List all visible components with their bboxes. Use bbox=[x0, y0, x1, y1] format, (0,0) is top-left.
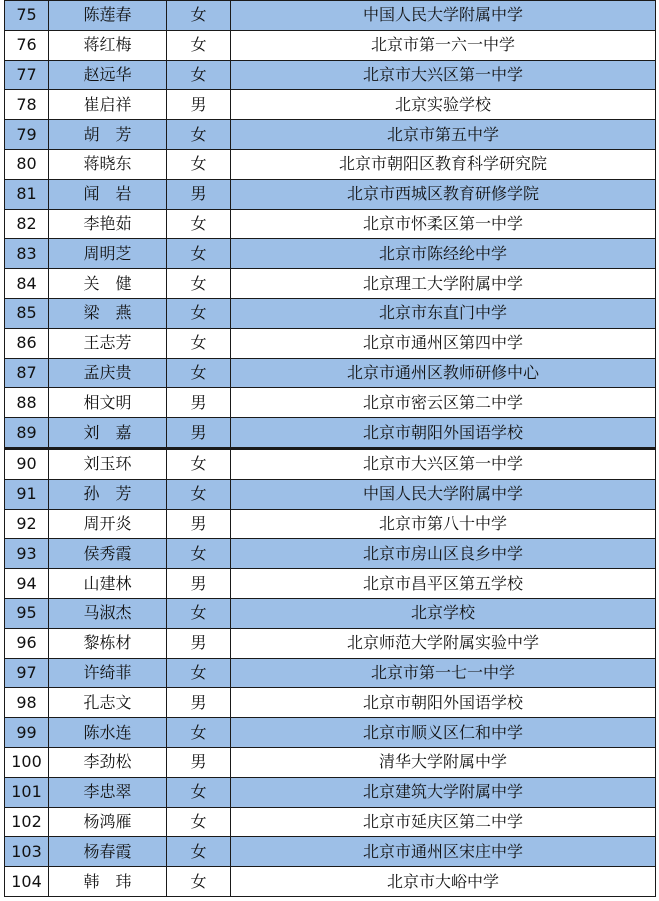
row-number-cell: 75 bbox=[5, 1, 49, 31]
table-row bbox=[5, 479, 656, 509]
gender-cell: 女 bbox=[167, 777, 231, 807]
table-row bbox=[5, 239, 656, 269]
gender-cell: 女 bbox=[167, 479, 231, 509]
school-cell: 北京市怀柔区第一中学 bbox=[231, 209, 656, 239]
name-cell: 陈水连 bbox=[49, 718, 167, 748]
school-cell: 北京市通州区宋庄中学 bbox=[231, 837, 656, 867]
table-row bbox=[5, 30, 656, 60]
roster-table bbox=[4, 0, 656, 897]
name-cell: 孔志文 bbox=[49, 688, 167, 718]
school-cell: 北京市西城区教育研修学院 bbox=[231, 179, 656, 209]
school-cell: 北京师范大学附属实验中学 bbox=[231, 628, 656, 658]
gender-cell: 男 bbox=[167, 628, 231, 658]
school-cell: 中国人民大学附属中学 bbox=[231, 479, 656, 509]
table-row bbox=[5, 658, 656, 688]
gender-cell: 男 bbox=[167, 418, 231, 449]
name-cell: 周开炎 bbox=[49, 509, 167, 539]
school-cell: 北京市昌平区第五学校 bbox=[231, 569, 656, 599]
school-cell: 北京市顺义区仁和中学 bbox=[231, 718, 656, 748]
school-cell: 北京市第八十中学 bbox=[231, 509, 656, 539]
table-row bbox=[5, 628, 656, 658]
name-cell: 王志芳 bbox=[49, 328, 167, 358]
gender-cell: 女 bbox=[167, 1, 231, 31]
row-number-cell: 101 bbox=[5, 777, 49, 807]
school-cell: 北京建筑大学附属中学 bbox=[231, 777, 656, 807]
row-number-cell: 100 bbox=[5, 747, 49, 777]
table-row bbox=[5, 269, 656, 299]
school-cell: 北京市朝阳外国语学校 bbox=[231, 418, 656, 449]
row-number-cell: 81 bbox=[5, 179, 49, 209]
row-number-cell: 89 bbox=[5, 418, 49, 449]
school-cell: 北京市大兴区第一中学 bbox=[231, 60, 656, 90]
name-cell: 蒋晓东 bbox=[49, 149, 167, 179]
gender-cell: 男 bbox=[167, 509, 231, 539]
row-number-cell: 104 bbox=[5, 867, 49, 897]
gender-cell: 女 bbox=[167, 328, 231, 358]
name-cell: 蒋红梅 bbox=[49, 30, 167, 60]
name-cell: 李艳茹 bbox=[49, 209, 167, 239]
name-cell: 周明芝 bbox=[49, 239, 167, 269]
row-number-cell: 79 bbox=[5, 120, 49, 150]
name-cell: 相文明 bbox=[49, 388, 167, 418]
school-cell: 北京市房山区良乡中学 bbox=[231, 539, 656, 569]
table-row bbox=[5, 509, 656, 539]
row-number-cell: 87 bbox=[5, 358, 49, 388]
school-cell: 北京理工大学附属中学 bbox=[231, 269, 656, 299]
name-cell: 刘 嘉 bbox=[49, 418, 167, 449]
name-cell: 崔启祥 bbox=[49, 90, 167, 120]
row-number-cell: 85 bbox=[5, 298, 49, 328]
school-cell: 北京市第一七一中学 bbox=[231, 658, 656, 688]
gender-cell: 女 bbox=[167, 30, 231, 60]
table-row bbox=[5, 90, 656, 120]
gender-cell: 男 bbox=[167, 90, 231, 120]
table-row bbox=[5, 777, 656, 807]
school-cell: 北京市通州区教师研修中心 bbox=[231, 358, 656, 388]
name-cell: 李劲松 bbox=[49, 747, 167, 777]
row-number-cell: 92 bbox=[5, 509, 49, 539]
name-cell: 陈莲春 bbox=[49, 1, 167, 31]
gender-cell: 男 bbox=[167, 569, 231, 599]
name-cell: 胡 芳 bbox=[49, 120, 167, 150]
table-row bbox=[5, 388, 656, 418]
name-cell: 侯秀霞 bbox=[49, 539, 167, 569]
name-cell: 杨鸿雁 bbox=[49, 807, 167, 837]
name-cell: 山建林 bbox=[49, 569, 167, 599]
gender-cell: 女 bbox=[167, 239, 231, 269]
table-row bbox=[5, 688, 656, 718]
gender-cell: 女 bbox=[167, 837, 231, 867]
row-number-cell: 77 bbox=[5, 60, 49, 90]
row-number-cell: 96 bbox=[5, 628, 49, 658]
table-row bbox=[5, 747, 656, 777]
name-cell: 杨春霞 bbox=[49, 837, 167, 867]
name-cell: 孟庆贵 bbox=[49, 358, 167, 388]
row-number-cell: 88 bbox=[5, 388, 49, 418]
row-number-cell: 99 bbox=[5, 718, 49, 748]
row-number-cell: 93 bbox=[5, 539, 49, 569]
school-cell: 北京市朝阳外国语学校 bbox=[231, 688, 656, 718]
row-number-cell: 94 bbox=[5, 569, 49, 599]
school-cell: 北京市大峪中学 bbox=[231, 867, 656, 897]
gender-cell: 女 bbox=[167, 209, 231, 239]
row-number-cell: 82 bbox=[5, 209, 49, 239]
table-row bbox=[5, 1, 656, 31]
name-cell: 梁 燕 bbox=[49, 298, 167, 328]
table-row bbox=[5, 149, 656, 179]
school-cell: 北京市朝阳区教育科学研究院 bbox=[231, 149, 656, 179]
school-cell: 北京学校 bbox=[231, 598, 656, 628]
gender-cell: 男 bbox=[167, 388, 231, 418]
name-cell: 刘玉环 bbox=[49, 448, 167, 479]
gender-cell: 女 bbox=[167, 448, 231, 479]
table-row bbox=[5, 718, 656, 748]
table-row bbox=[5, 358, 656, 388]
gender-cell: 女 bbox=[167, 658, 231, 688]
row-number-cell: 91 bbox=[5, 479, 49, 509]
school-cell: 北京市密云区第二中学 bbox=[231, 388, 656, 418]
row-number-cell: 95 bbox=[5, 598, 49, 628]
table-row bbox=[5, 328, 656, 358]
row-number-cell: 86 bbox=[5, 328, 49, 358]
name-cell: 黎栋材 bbox=[49, 628, 167, 658]
gender-cell: 女 bbox=[167, 298, 231, 328]
school-cell: 北京市第五中学 bbox=[231, 120, 656, 150]
school-cell: 北京市大兴区第一中学 bbox=[231, 448, 656, 479]
row-number-cell: 76 bbox=[5, 30, 49, 60]
row-number-cell: 103 bbox=[5, 837, 49, 867]
gender-cell: 女 bbox=[167, 718, 231, 748]
name-cell: 马淑杰 bbox=[49, 598, 167, 628]
gender-cell: 女 bbox=[167, 867, 231, 897]
school-cell: 北京实验学校 bbox=[231, 90, 656, 120]
table-row bbox=[5, 448, 656, 479]
name-cell: 许绮菲 bbox=[49, 658, 167, 688]
gender-cell: 男 bbox=[167, 747, 231, 777]
row-number-cell: 102 bbox=[5, 807, 49, 837]
row-number-cell: 84 bbox=[5, 269, 49, 299]
roster-table-container bbox=[4, 0, 655, 897]
table-row bbox=[5, 598, 656, 628]
table-row bbox=[5, 569, 656, 599]
table-row bbox=[5, 807, 656, 837]
gender-cell: 女 bbox=[167, 120, 231, 150]
name-cell: 关 健 bbox=[49, 269, 167, 299]
school-cell: 北京市陈经纶中学 bbox=[231, 239, 656, 269]
table-row bbox=[5, 418, 656, 449]
table-row bbox=[5, 179, 656, 209]
gender-cell: 女 bbox=[167, 807, 231, 837]
table-row bbox=[5, 209, 656, 239]
row-number-cell: 97 bbox=[5, 658, 49, 688]
gender-cell: 男 bbox=[167, 179, 231, 209]
row-number-cell: 80 bbox=[5, 149, 49, 179]
table-row bbox=[5, 120, 656, 150]
name-cell: 李忠翠 bbox=[49, 777, 167, 807]
gender-cell: 女 bbox=[167, 598, 231, 628]
table-row bbox=[5, 298, 656, 328]
school-cell: 北京市通州区第四中学 bbox=[231, 328, 656, 358]
table-row bbox=[5, 539, 656, 569]
name-cell: 赵远华 bbox=[49, 60, 167, 90]
school-cell: 清华大学附属中学 bbox=[231, 747, 656, 777]
row-number-cell: 98 bbox=[5, 688, 49, 718]
school-cell: 中国人民大学附属中学 bbox=[231, 1, 656, 31]
row-number-cell: 83 bbox=[5, 239, 49, 269]
row-number-cell: 78 bbox=[5, 90, 49, 120]
school-cell: 北京市第一六一中学 bbox=[231, 30, 656, 60]
gender-cell: 女 bbox=[167, 358, 231, 388]
table-row bbox=[5, 867, 656, 897]
gender-cell: 男 bbox=[167, 688, 231, 718]
table-row bbox=[5, 60, 656, 90]
roster-table-body bbox=[5, 1, 656, 897]
name-cell: 闻 岩 bbox=[49, 179, 167, 209]
name-cell: 孙 芳 bbox=[49, 479, 167, 509]
row-number-cell: 90 bbox=[5, 448, 49, 479]
gender-cell: 女 bbox=[167, 149, 231, 179]
gender-cell: 女 bbox=[167, 539, 231, 569]
gender-cell: 女 bbox=[167, 60, 231, 90]
table-row bbox=[5, 837, 656, 867]
name-cell: 韩 玮 bbox=[49, 867, 167, 897]
school-cell: 北京市东直门中学 bbox=[231, 298, 656, 328]
school-cell: 北京市延庆区第二中学 bbox=[231, 807, 656, 837]
gender-cell: 女 bbox=[167, 269, 231, 299]
